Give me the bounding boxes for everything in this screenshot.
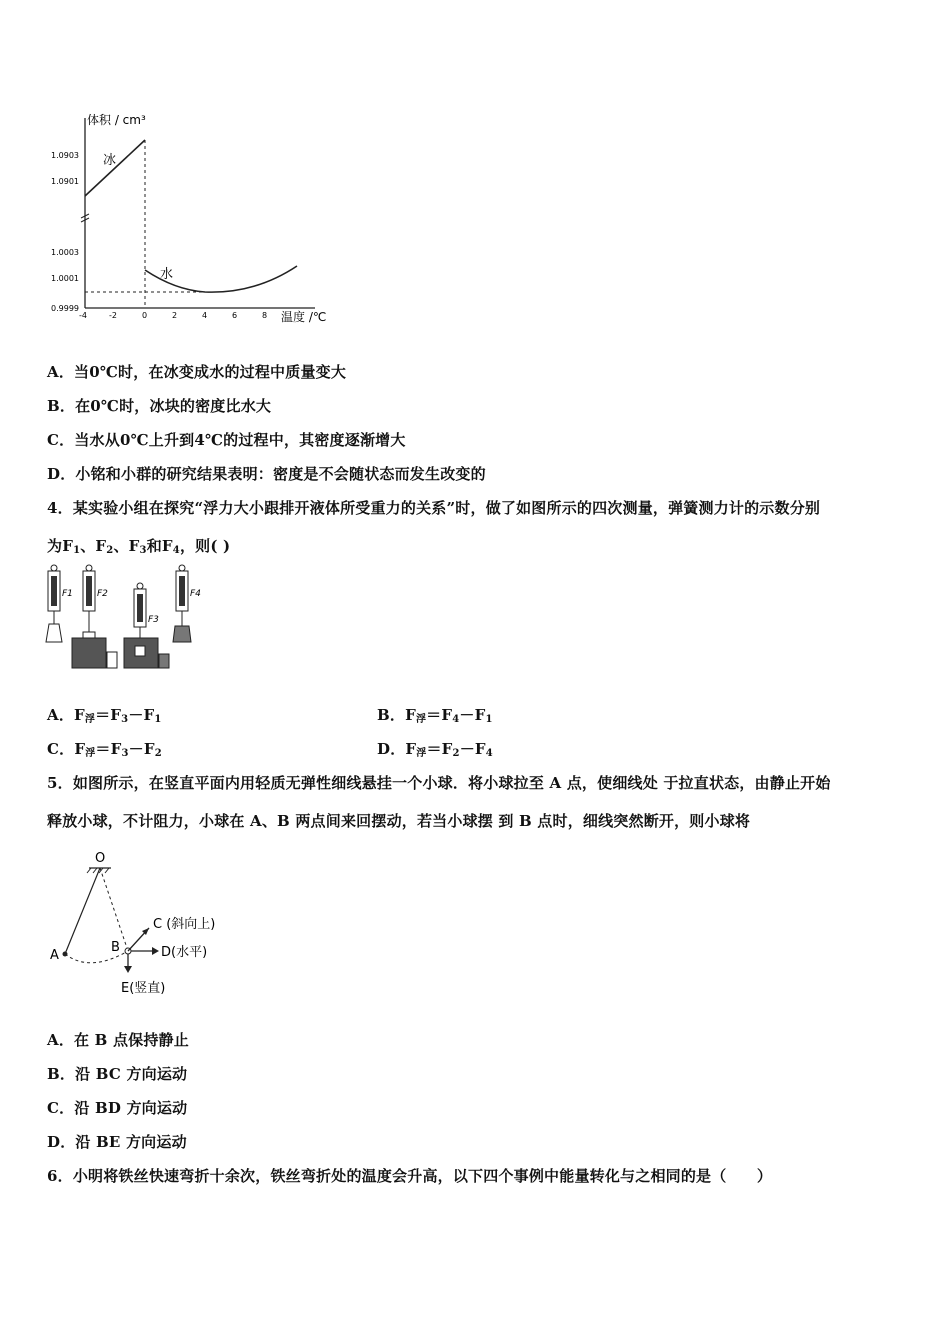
y-tick: 1.0003 bbox=[51, 248, 79, 257]
q4-option-c: C．$F_浮=F_3-F_2$ bbox=[47, 740, 162, 759]
ice-label: 冰 bbox=[103, 153, 117, 168]
volume-temperature-graph bbox=[45, 108, 345, 328]
q4-stem-line1: 4．某实验小组在探究“浮力大小跟排开液体所受重力的关系”时，做了如图所示的四次测量，弹簧测力计的示数分别 bbox=[47, 499, 821, 517]
q3-option-d: D．小铭和小群的研究结果表明：密度是不会随状态而发生改变的 bbox=[47, 465, 486, 483]
ice-line bbox=[85, 140, 145, 196]
q3-option-c: C．当水从0℃上升到4℃的过程中，其密度逐渐增大 bbox=[47, 431, 406, 449]
q5-option-b: B．沿 BC 方向运动 bbox=[47, 1065, 188, 1083]
q5-stem-line1: 5．如图所示，在竖直平面内用轻质无弹性细线悬挂一个小球．将小球拉至 A 点，使细线处 于拉直状态，由静止开始 bbox=[47, 774, 831, 792]
x-tick: -2 bbox=[109, 311, 117, 320]
x-tick: 6 bbox=[232, 311, 238, 320]
water-label: 水 bbox=[160, 267, 174, 282]
y-tick: 1.0901 bbox=[51, 177, 79, 186]
f4-label: F4 bbox=[190, 589, 201, 599]
q4-option-d: D．$F_浮=F_2-F_4$ bbox=[377, 740, 493, 759]
q5-stem-line2: 释放小球，不计阻力，小球在 A、B 两点间来回摆动，若当小球摆 到 B 点时，细线突然断开，则小球将 bbox=[47, 812, 751, 830]
x-tick: 8 bbox=[262, 311, 268, 320]
f2-label: F2 bbox=[97, 589, 108, 599]
q4-option-a: A．$F_浮=F_3-F_1$ bbox=[47, 706, 162, 725]
q5-option-d: D．沿 BE 方向运动 bbox=[47, 1133, 187, 1151]
f1-label: F1 bbox=[62, 589, 73, 599]
y-tick: 1.0903 bbox=[51, 151, 79, 160]
x-tick: 2 bbox=[172, 311, 178, 320]
spring-scale-1 bbox=[46, 565, 73, 642]
pendulum-string bbox=[65, 868, 100, 954]
point-b-label: B bbox=[111, 940, 120, 955]
q5-option-c: C．沿 BD 方向运动 bbox=[47, 1099, 188, 1117]
q3-option-b: B．在0℃时，冰块的密度比水大 bbox=[47, 397, 272, 415]
spring-scale-2 bbox=[72, 565, 117, 668]
q6-stem: 6．小明将铁丝快速弯折十余次，铁丝弯折处的温度会升高，以下四个事例中能量转化与之相同的是（ ） bbox=[47, 1167, 773, 1185]
q4-option-b: B．$F_浮=F_4-F_1$ bbox=[377, 706, 493, 725]
spring-scale-3 bbox=[124, 583, 169, 668]
y-axis-label: 体积 / cm³ bbox=[87, 113, 146, 127]
x-tick: 0 bbox=[142, 311, 148, 320]
direction-d-label: D(水平) bbox=[161, 945, 208, 960]
direction-e-label: E(竖直) bbox=[121, 981, 166, 996]
y-tick: 1.0001 bbox=[51, 274, 79, 283]
pendulum-figure bbox=[45, 848, 245, 998]
spring-scale-4 bbox=[173, 565, 201, 642]
point-o-label: O bbox=[95, 851, 106, 866]
spring-scale-figure bbox=[44, 562, 214, 672]
y-tick: 0.9999 bbox=[51, 304, 79, 313]
point-a-label: A bbox=[50, 948, 59, 963]
q4-stem-line2: 为$F_1$、$F_2$、$F_3$和$F_4$，则( ) bbox=[47, 537, 231, 556]
f3-label: F3 bbox=[148, 615, 159, 625]
x-tick: -4 bbox=[79, 311, 87, 320]
q5-option-a: A．在 B 点保持静止 bbox=[47, 1031, 189, 1049]
direction-c-label: C (斜向上) bbox=[153, 917, 216, 932]
x-tick: 4 bbox=[202, 311, 208, 320]
q3-option-a: A．当0℃时，在冰变成水的过程中质量变大 bbox=[47, 363, 347, 381]
x-axis-label: 温度 /℃ bbox=[281, 310, 327, 324]
